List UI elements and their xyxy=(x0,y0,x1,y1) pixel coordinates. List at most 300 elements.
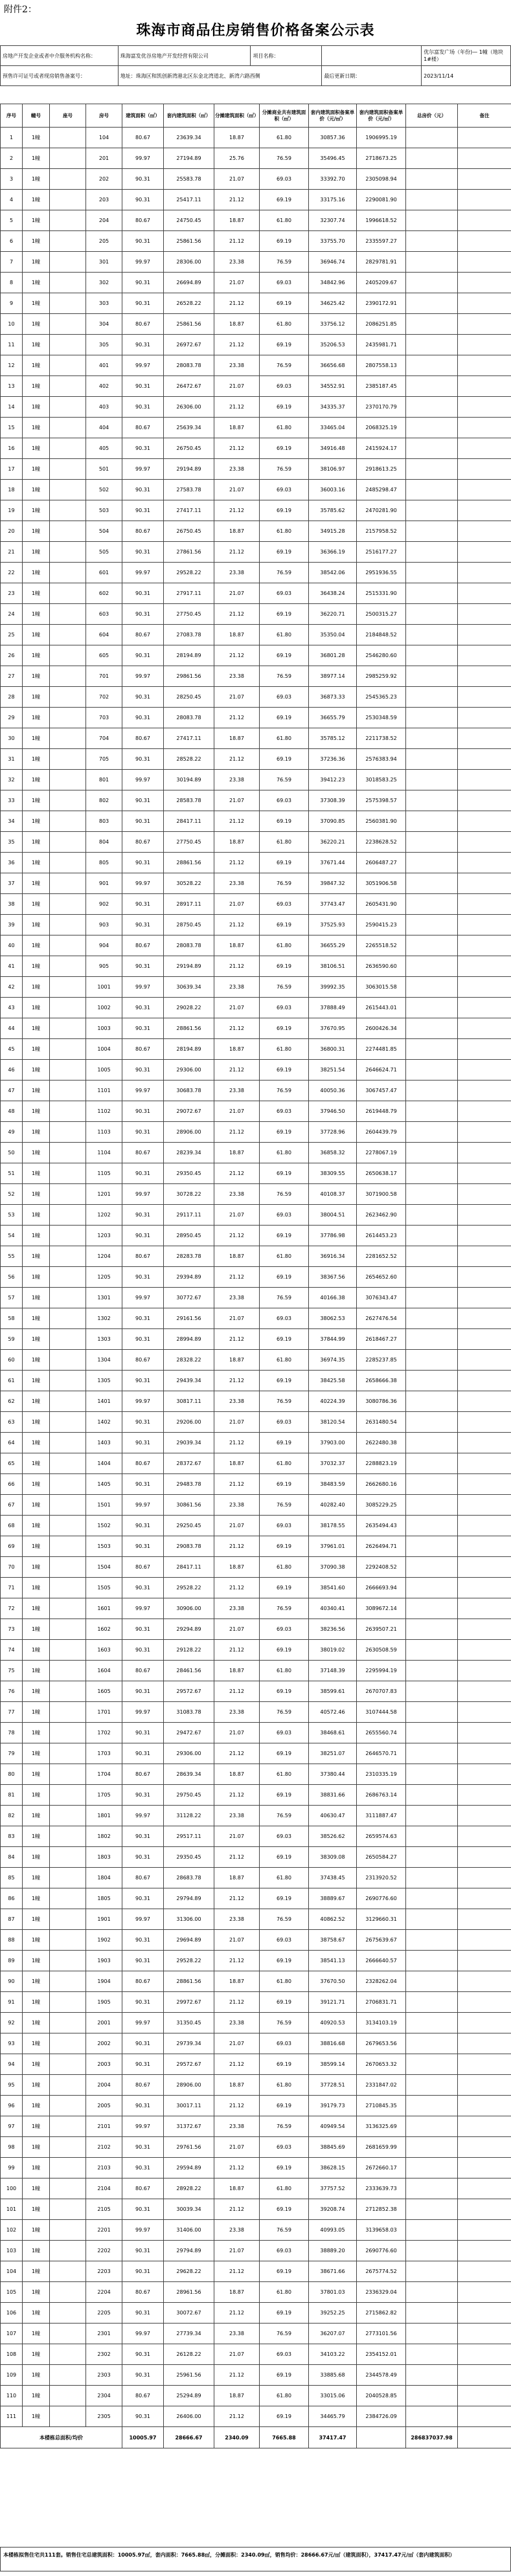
table-cell: 90.31 xyxy=(122,1205,164,1226)
table-cell: 80.67 xyxy=(122,2386,164,2406)
table-row xyxy=(1,1039,511,1060)
table-cell: 90.31 xyxy=(122,2199,164,2220)
table-cell: 1幢 xyxy=(23,1847,50,1868)
table-cell: 21.12 xyxy=(214,2406,260,2427)
table-cell xyxy=(458,1598,511,1619)
table-cell: 69.19 xyxy=(260,1060,309,1081)
table-cell: 29250.45 xyxy=(164,1516,214,1536)
table-cell: 38106.97 xyxy=(309,459,357,480)
table-cell xyxy=(406,1930,458,1951)
table-cell xyxy=(50,2054,86,2075)
table-cell: 66 xyxy=(1,1474,23,1495)
table-cell: 18.87 xyxy=(214,1039,260,1060)
table-cell: 60 xyxy=(1,1350,23,1371)
table-cell xyxy=(458,2324,511,2344)
table-cell: 41 xyxy=(1,956,23,977)
table-cell xyxy=(50,1184,86,1205)
table-cell: 61.80 xyxy=(260,625,309,645)
table-cell: 1幢 xyxy=(23,687,50,708)
table-row xyxy=(1,832,511,853)
table-cell: 1幢 xyxy=(23,2178,50,2199)
table-row xyxy=(1,1122,511,1143)
table-cell: 2290081.90 xyxy=(357,190,406,210)
table-cell: 1幢 xyxy=(23,1060,50,1081)
table-cell: 1幢 xyxy=(23,728,50,749)
table-cell: 96 xyxy=(1,2096,23,2116)
table-cell: 32 xyxy=(1,770,23,790)
table-cell xyxy=(50,708,86,728)
table-cell xyxy=(406,749,458,770)
table-cell: 61.80 xyxy=(260,1246,309,1267)
table-cell xyxy=(50,1081,86,1101)
table-cell: 2 xyxy=(1,148,23,169)
table-cell: 2672660.17 xyxy=(357,2158,406,2178)
table-cell: 3018583.25 xyxy=(357,770,406,790)
table-cell: 90.31 xyxy=(122,2054,164,2075)
table-cell: 1幢 xyxy=(23,314,50,335)
table-cell: 90.31 xyxy=(122,1412,164,1433)
table-cell: 2918613.25 xyxy=(357,459,406,480)
table-row xyxy=(1,1350,511,1371)
table-cell: 2546280.60 xyxy=(357,645,406,666)
table-cell: 36220.21 xyxy=(309,832,357,853)
table-cell: 80.67 xyxy=(122,128,164,148)
table-cell: 33465.04 xyxy=(309,418,357,438)
table-cell: 69.19 xyxy=(260,1681,309,1702)
table-cell xyxy=(50,1163,86,1184)
table-cell xyxy=(50,1122,86,1143)
table-cell: 104 xyxy=(86,128,122,148)
table-row xyxy=(1,2096,511,2116)
table-cell xyxy=(406,355,458,376)
table-cell: 69.19 xyxy=(260,1640,309,1661)
table-cell: 36438.24 xyxy=(309,583,357,604)
table-cell: 21.07 xyxy=(214,894,260,915)
table-cell: 69.03 xyxy=(260,480,309,500)
table-cell: 30017.11 xyxy=(164,2096,214,2116)
table-cell xyxy=(406,2013,458,2033)
table-cell: 24 xyxy=(1,604,23,625)
table-cell: 37757.52 xyxy=(309,2178,357,2199)
table-cell xyxy=(406,210,458,231)
table-cell: 99.97 xyxy=(122,148,164,169)
table-cell: 36946.74 xyxy=(309,252,357,273)
table-cell: 30728.22 xyxy=(164,1184,214,1205)
table-cell: 25.76 xyxy=(214,148,260,169)
table-cell xyxy=(458,2386,511,2406)
table-cell: 2659574.63 xyxy=(357,1826,406,1847)
table-cell: 61.80 xyxy=(260,314,309,335)
table-cell: 1幢 xyxy=(23,1723,50,1743)
table-cell: 21.12 xyxy=(214,2261,260,2282)
table-cell xyxy=(458,666,511,687)
table-cell: 69 xyxy=(1,1536,23,1557)
table-cell: 18.87 xyxy=(214,1143,260,1163)
table-cell: 69.19 xyxy=(260,190,309,210)
table-cell xyxy=(50,2406,86,2427)
table-cell xyxy=(458,1557,511,1578)
table-cell: 23.38 xyxy=(214,1081,260,1101)
table-cell: 1903 xyxy=(86,1951,122,1971)
table-cell: 2485298.47 xyxy=(357,480,406,500)
table-cell: 1幢 xyxy=(23,2096,50,2116)
table-cell xyxy=(458,2220,511,2241)
table-cell: 2614453.23 xyxy=(357,1226,406,1246)
table-cell: 69.03 xyxy=(260,1101,309,1122)
table-cell: 90.31 xyxy=(122,1930,164,1951)
table-cell xyxy=(50,2220,86,2241)
table-cell: 69.19 xyxy=(260,2054,309,2075)
table-cell xyxy=(50,563,86,583)
table-cell: 21.07 xyxy=(214,998,260,1018)
table-cell: 69.19 xyxy=(260,749,309,770)
table-cell xyxy=(458,231,511,252)
table-cell xyxy=(406,1412,458,1433)
table-cell: 61.80 xyxy=(260,1039,309,1060)
table-row xyxy=(1,1826,511,1847)
table-cell: 90.31 xyxy=(122,604,164,625)
table-cell: 2415924.17 xyxy=(357,438,406,459)
table-cell: 2670653.32 xyxy=(357,2054,406,2075)
table-cell xyxy=(458,2096,511,2116)
table-cell: 2951936.55 xyxy=(357,563,406,583)
header-cell: 座号 xyxy=(50,104,86,128)
table-cell: 1401 xyxy=(86,1391,122,1412)
table-cell: 76.59 xyxy=(260,148,309,169)
table-cell: 61.80 xyxy=(260,1971,309,1992)
table-cell xyxy=(458,500,511,521)
table-row xyxy=(1,252,511,273)
table-cell xyxy=(458,418,511,438)
table-cell: 305 xyxy=(86,335,122,355)
table-cell: 99.97 xyxy=(122,1184,164,1205)
table-cell: 29794.89 xyxy=(164,2241,214,2261)
table-cell: 90.31 xyxy=(122,1018,164,1039)
table-cell: 1603 xyxy=(86,1640,122,1661)
table-cell: 3071900.58 xyxy=(357,1184,406,1205)
table-row xyxy=(1,480,511,500)
header-cell: 分摊商业共有建筑面积（㎡） xyxy=(260,104,309,128)
table-cell: 18.87 xyxy=(214,521,260,542)
table-cell: 56 xyxy=(1,1267,23,1288)
table-cell xyxy=(458,1329,511,1350)
table-cell xyxy=(50,1288,86,1308)
table-cell: 90.31 xyxy=(122,998,164,1018)
table-cell xyxy=(406,1888,458,1909)
table-cell: 1幢 xyxy=(23,2344,50,2365)
table-cell xyxy=(406,1371,458,1391)
table-cell: 26528.22 xyxy=(164,293,214,314)
table-cell xyxy=(50,2303,86,2324)
table-cell: 15 xyxy=(1,418,23,438)
table-cell: 108 xyxy=(1,2344,23,2365)
table-cell: 36207.07 xyxy=(309,2324,357,2344)
table-cell xyxy=(50,1267,86,1288)
table-cell: 505 xyxy=(86,542,122,563)
table-cell: 1906995.19 xyxy=(357,128,406,148)
table-cell: 69.03 xyxy=(260,790,309,811)
table-cell xyxy=(50,293,86,314)
table-cell xyxy=(406,1826,458,1847)
table-cell xyxy=(406,2261,458,2282)
table-cell: 13 xyxy=(1,376,23,397)
table-cell: 1105 xyxy=(86,1163,122,1184)
table-cell: 28283.78 xyxy=(164,1246,214,1267)
table-cell: 90.31 xyxy=(122,1723,164,1743)
table-cell: 2005 xyxy=(86,2096,122,2116)
table-cell xyxy=(406,397,458,418)
table-cell: 40572.46 xyxy=(309,1702,357,1723)
table-cell xyxy=(458,977,511,998)
table-cell: 90.31 xyxy=(122,915,164,935)
table-cell: 1101 xyxy=(86,1081,122,1101)
table-cell: 97 xyxy=(1,2116,23,2137)
table-row xyxy=(1,2303,511,2324)
table-cell xyxy=(458,1184,511,1205)
header-cell: 总房价（元） xyxy=(406,104,458,128)
table-cell xyxy=(406,1288,458,1308)
table-cell xyxy=(458,1826,511,1847)
table-cell xyxy=(50,273,86,293)
table-cell xyxy=(406,314,458,335)
table-row xyxy=(1,2282,511,2303)
table-cell: 40166.38 xyxy=(309,1288,357,1308)
table-cell: 1402 xyxy=(86,1412,122,1433)
table-cell xyxy=(50,1018,86,1039)
table-cell: 20 xyxy=(1,521,23,542)
table-cell: 501 xyxy=(86,459,122,480)
table-cell: 21.12 xyxy=(214,231,260,252)
table-cell: 21.12 xyxy=(214,500,260,521)
table-row xyxy=(1,335,511,355)
table-cell xyxy=(458,2116,511,2137)
table-cell: 38483.59 xyxy=(309,1474,357,1495)
table-cell: 91 xyxy=(1,1992,23,2013)
table-cell xyxy=(50,1039,86,1060)
table-row xyxy=(1,1578,511,1598)
table-cell xyxy=(458,438,511,459)
table-cell: 29572.67 xyxy=(164,2054,214,2075)
table-cell: 38309.08 xyxy=(309,1847,357,1868)
table-cell: 18.87 xyxy=(214,1661,260,1681)
table-cell xyxy=(458,1350,511,1371)
table-cell: 2370170.79 xyxy=(357,397,406,418)
table-cell: 30 xyxy=(1,728,23,749)
table-cell: 2305098.94 xyxy=(357,169,406,190)
table-cell: 52 xyxy=(1,1184,23,1205)
table-cell: 26306.00 xyxy=(164,397,214,418)
table-cell: 38062.53 xyxy=(309,1308,357,1329)
table-row xyxy=(1,873,511,894)
table-cell: 2626494.71 xyxy=(357,1536,406,1557)
table-cell: 23.38 xyxy=(214,666,260,687)
table-cell xyxy=(406,2344,458,2365)
table-cell xyxy=(406,1391,458,1412)
table-cell xyxy=(406,2303,458,2324)
table-cell: 1幢 xyxy=(23,1598,50,1619)
table-cell xyxy=(50,480,86,500)
table-cell xyxy=(406,645,458,666)
table-cell xyxy=(458,853,511,873)
table-cell: 1102 xyxy=(86,1101,122,1122)
table-cell: 29306.00 xyxy=(164,1060,214,1081)
table-cell: 80.67 xyxy=(122,1661,164,1681)
table-row xyxy=(1,1702,511,1723)
table-cell: 31350.45 xyxy=(164,2013,214,2033)
table-cell: 36801.28 xyxy=(309,645,357,666)
table-cell xyxy=(406,583,458,604)
table-cell: 29072.67 xyxy=(164,1101,214,1122)
table-cell: 55 xyxy=(1,1246,23,1267)
table-cell: 1004 xyxy=(86,1039,122,1060)
table-cell xyxy=(406,1681,458,1702)
table-row xyxy=(1,728,511,749)
table-cell: 37670.95 xyxy=(309,1018,357,1039)
table-cell: 1幢 xyxy=(23,1039,50,1060)
table-cell: 76.59 xyxy=(260,2013,309,2033)
table-cell xyxy=(458,2013,511,2033)
table-cell: 29306.00 xyxy=(164,1743,214,1764)
date-label: 最后更新日期： xyxy=(322,66,422,86)
table-row xyxy=(1,1308,511,1329)
table-cell: 99.97 xyxy=(122,2220,164,2241)
table-cell: 1幢 xyxy=(23,542,50,563)
table-cell: 1幢 xyxy=(23,563,50,583)
table-cell: 25583.78 xyxy=(164,169,214,190)
table-cell xyxy=(406,1101,458,1122)
table-cell: 40 xyxy=(1,935,23,956)
table-row xyxy=(1,273,511,293)
table-cell: 1幢 xyxy=(23,148,50,169)
table-cell: 1802 xyxy=(86,1826,122,1847)
table-cell: 80.67 xyxy=(122,521,164,542)
table-cell: 1104 xyxy=(86,1143,122,1163)
table-cell: 21.12 xyxy=(214,1226,260,1246)
table-cell: 21.07 xyxy=(214,480,260,500)
table-cell: 1幢 xyxy=(23,1329,50,1350)
table-row xyxy=(1,2344,511,2365)
table-cell: 28328.22 xyxy=(164,1350,214,1371)
table-cell xyxy=(458,293,511,314)
table-cell: 54 xyxy=(1,1226,23,1246)
table-row xyxy=(1,998,511,1018)
table-row xyxy=(1,1226,511,1246)
table-cell: 28950.45 xyxy=(164,1226,214,1246)
table-cell: 8 xyxy=(1,273,23,293)
table-cell xyxy=(50,1619,86,1640)
table-cell: 33 xyxy=(1,790,23,811)
table-cell xyxy=(50,1205,86,1226)
table-cell xyxy=(406,1806,458,1826)
table-cell: 1幢 xyxy=(23,1205,50,1226)
table-cell: 21.07 xyxy=(214,1308,260,1329)
table-cell: 1幢 xyxy=(23,273,50,293)
table-cell: 26406.00 xyxy=(164,2406,214,2427)
table-cell xyxy=(406,1018,458,1039)
table-row xyxy=(1,2178,511,2199)
table-cell: 61.80 xyxy=(260,1557,309,1578)
table-cell: 2302 xyxy=(86,2344,122,2365)
table-cell: 1幢 xyxy=(23,190,50,210)
table-cell: 69.03 xyxy=(260,376,309,397)
table-cell: 90.31 xyxy=(122,1743,164,1764)
table-cell: 111 xyxy=(1,2406,23,2427)
table-cell: 1幢 xyxy=(23,935,50,956)
table-cell xyxy=(406,1702,458,1723)
table-cell: 36003.16 xyxy=(309,480,357,500)
table-cell xyxy=(50,1226,86,1246)
table-cell: 21.12 xyxy=(214,604,260,625)
table-cell xyxy=(458,2303,511,2324)
table-cell xyxy=(406,500,458,521)
table-cell: 35206.53 xyxy=(309,335,357,355)
table-cell: 18.87 xyxy=(214,1764,260,1785)
table-cell: 302 xyxy=(86,273,122,293)
table-cell: 40630.47 xyxy=(309,1806,357,1826)
table-cell xyxy=(406,1495,458,1516)
table-cell: 39 xyxy=(1,915,23,935)
table-cell: 2715862.82 xyxy=(357,2303,406,2324)
table-cell xyxy=(406,2220,458,2241)
table-cell: 1幢 xyxy=(23,1122,50,1143)
table-cell: 1幢 xyxy=(23,1681,50,1702)
table-row xyxy=(1,1371,511,1391)
table-cell: 1502 xyxy=(86,1516,122,1536)
table-cell: 69.19 xyxy=(260,1847,309,1868)
table-cell: 21.07 xyxy=(214,169,260,190)
table-cell xyxy=(458,1122,511,1143)
table-row xyxy=(1,231,511,252)
table-cell: 29 xyxy=(1,708,23,728)
table-cell: 29972.67 xyxy=(164,1992,214,2013)
table-cell: 38 xyxy=(1,894,23,915)
table-cell xyxy=(406,1951,458,1971)
table-cell: 2354152.01 xyxy=(357,2344,406,2365)
table-cell: 2686763.14 xyxy=(357,1785,406,1806)
table-cell: 69.19 xyxy=(260,1578,309,1598)
table-cell: 18.87 xyxy=(214,1557,260,1578)
table-cell: 28861.56 xyxy=(164,853,214,873)
table-cell: 33015.06 xyxy=(309,2386,357,2406)
table-cell xyxy=(406,542,458,563)
table-cell: 1幢 xyxy=(23,2303,50,2324)
table-cell: 69.19 xyxy=(260,2365,309,2386)
table-cell xyxy=(406,666,458,687)
table-cell: 90.31 xyxy=(122,335,164,355)
table-row xyxy=(1,293,511,314)
table-cell: 2336329.04 xyxy=(357,2282,406,2303)
table-cell xyxy=(406,2075,458,2096)
table-cell: 1幢 xyxy=(23,2075,50,2096)
table-cell: 49 xyxy=(1,1122,23,1143)
table-cell: 76.59 xyxy=(260,873,309,894)
table-cell: 37308.39 xyxy=(309,790,357,811)
totals-inner-area: 28666.67 xyxy=(164,2427,214,2448)
table-cell: 1701 xyxy=(86,1702,122,1723)
table-cell: 1幢 xyxy=(23,1143,50,1163)
table-cell: 30039.34 xyxy=(164,2199,214,2220)
table-cell: 90.31 xyxy=(122,1329,164,1350)
table-cell: 1幢 xyxy=(23,293,50,314)
table-cell: 18.87 xyxy=(214,1453,260,1474)
table-cell: 21.12 xyxy=(214,438,260,459)
table-cell: 90.31 xyxy=(122,1163,164,1184)
table-cell: 18.87 xyxy=(214,1246,260,1267)
table-cell: 1905 xyxy=(86,1992,122,2013)
table-cell xyxy=(458,1806,511,1826)
table-cell: 80.67 xyxy=(122,1246,164,1267)
table-cell: 90.31 xyxy=(122,2261,164,2282)
